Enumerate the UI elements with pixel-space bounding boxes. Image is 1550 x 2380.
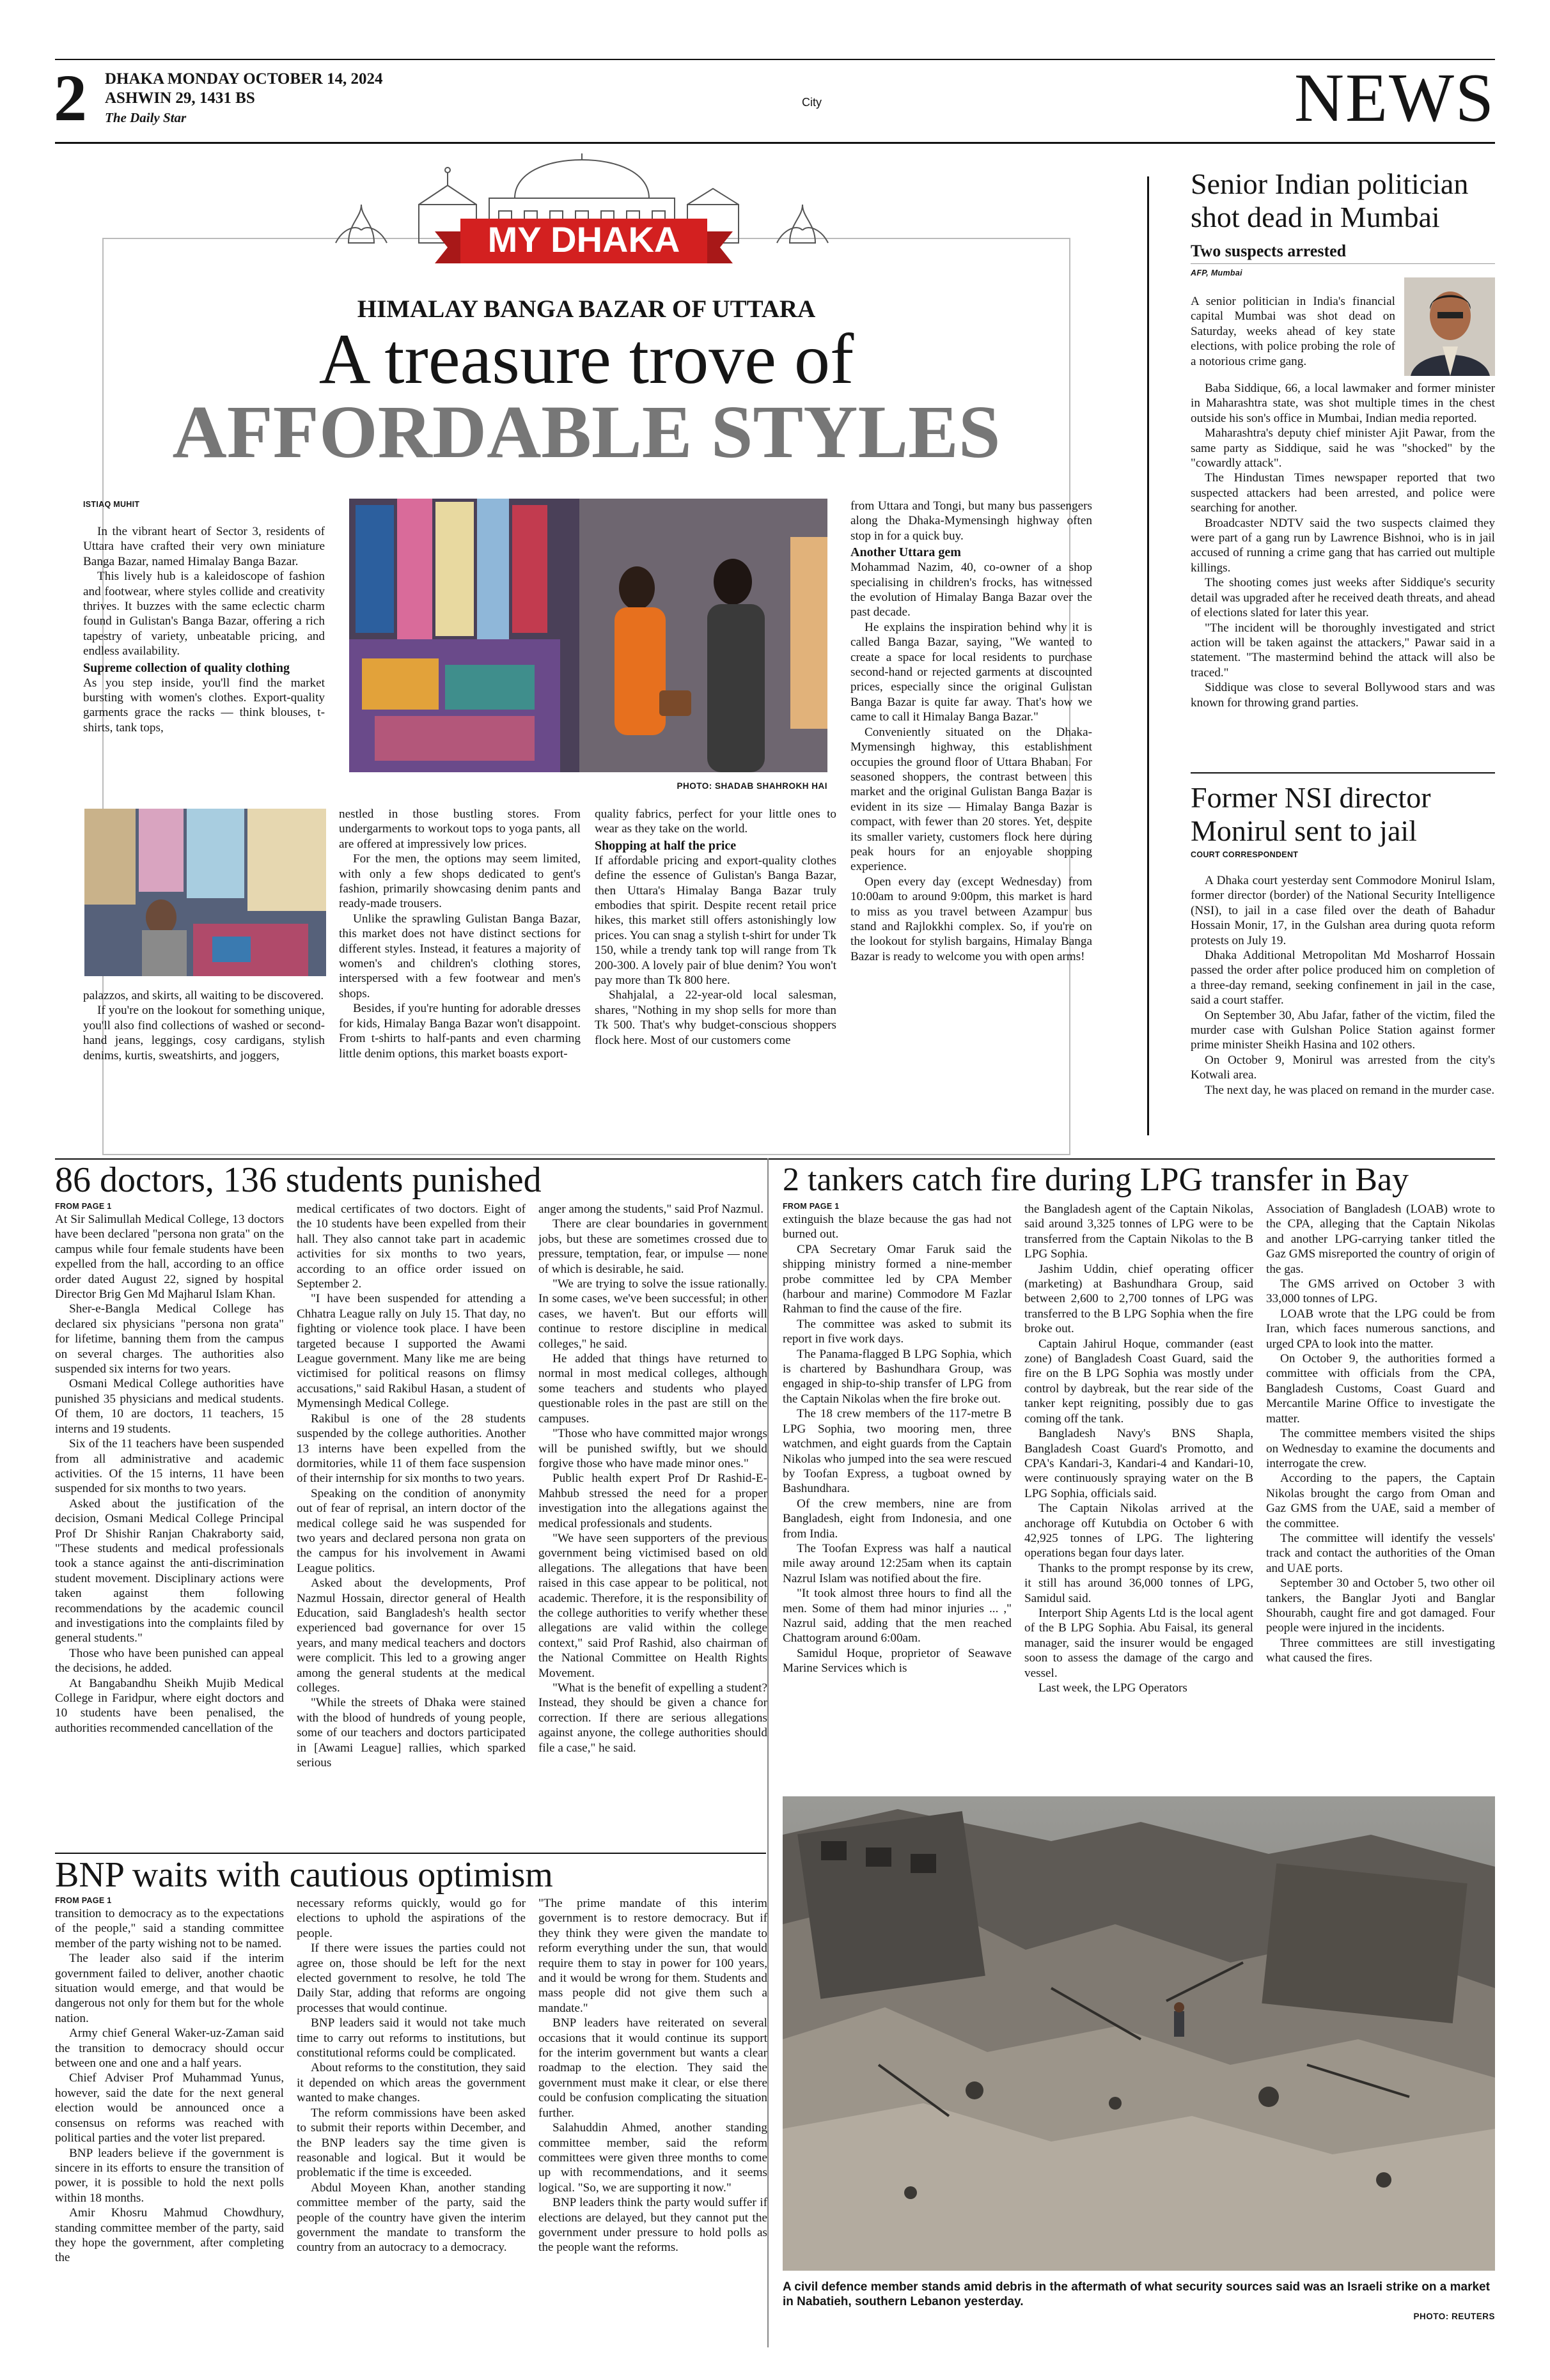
mumbai-deck: Two suspects arrested: [1191, 242, 1347, 260]
para: The Toofan Express was half a nautical mile away around 12:25am when its captain Nazrul Islam was notified about the fire.: [783, 1541, 1012, 1585]
feature-col-3: [595, 807, 836, 1146]
para: Rakibul is one of the 28 students suspended by the college authorities. Another 13 interns have been expelled from the dormitories, while 11 of them face suspension of their internship for six months to two years.: [297, 1412, 526, 1486]
para: Samidul Hoque, proprietor of Seawave Marine Services which is: [783, 1646, 1012, 1676]
subhead: Another Uttara gem: [850, 545, 961, 560]
mumbai-byline: AFP, Mumbai: [1191, 268, 1242, 277]
para: medical certificates of two doctors. Eight of the 10 students have been expelled from their hall. They also cannot take part in academic activities for six months to two years, according to an office order issued on September 2.: [297, 1202, 526, 1291]
para: The committee was asked to submit its report in five work days.: [783, 1317, 1012, 1346]
para: Amir Khosru Mahmud Chowdhury, standing committee member of the party, said they hope the government, after completing the: [55, 2206, 284, 2265]
nsi-byline: COURT CORRESPONDENT: [1191, 850, 1299, 859]
para: The leader also said if the interim government failed to deliver, another chaotic situation would emerge, and that would be dangerous not only for them but for the whole nation.: [55, 1952, 284, 2025]
para: The reform commissions have been asked to submit their reports within December, and the BNP leaders say the time given is reasonable and logical. But it would be problematic if the time is exceeded.: [297, 2106, 526, 2180]
mumbai-intro: [1191, 294, 1395, 378]
tankers-col-3: [1266, 1202, 1495, 1775]
feature-col-1b: [83, 988, 325, 1142]
subhead: Shopping at half the price: [595, 838, 737, 853]
para: A Dhaka court yesterday sent Commodore Monirul Islam, former director (border) of the National Security Intelligence (NSI), to jail in a case filed over the death of Bahadur Hossain Monir, 17, in the Gulshan area during quota reform protests on July 19.: [1191, 874, 1495, 947]
bnp-headline: BNP waits with cautious optimism: [55, 1855, 553, 1895]
para: September 30 and October 5, two other oil tankers, the Banglar Jyoti and Banglar Shourabh, caught fire and got damaged. Four people were injured in the incidents.: [1266, 1576, 1495, 1635]
para: Public health expert Prof Dr Rashid-E-Mahbub stressed the need for a proper investigation into the allegations against the medical professionals and students.: [538, 1472, 767, 1530]
para: If there were issues the parties could not agree on, those should be left for the next elected government to resolve, he told The Daily Star, adding that reforms are ongoing processes that would continue.: [297, 1941, 526, 2015]
para: "What is the benefit of expelling a student? Instead, they should be given a chance for correction. If there are serious allegations against anyone, the college authorities should file a case," he said.: [538, 1681, 767, 1755]
para: Those who have been punished can appeal the decisions, he added.: [55, 1646, 284, 1676]
bnp-col-3: [538, 1896, 767, 2347]
para: Asked about the justification of the decision, Osmani Medical College Principal Prof Dr Shishir Ranjan Chakraborty said, "These students and medical professionals took a stance against the anti-discrimination student movement. Disciplinary actions were taken against them following recommendations by the academic council and investigations into the complaints filed by general students.": [55, 1497, 284, 1645]
para: Asked about the developments, Prof Nazmul Hossain, director general of Health Education, said Bangladesh's health sector experienced bad governance for over 15 years, and many medical teachers and doctors were complicit. This led to a growing anger among the general students at the medical colleges.: [297, 1576, 526, 1695]
para: In the vibrant heart of Sector 3, residents of Uttara have crafted their very own miniature Banga Bazar, named Himalay Banga Bazar.: [83, 525, 325, 568]
para: This lively hub is a kaleidoscope of fashion and footwear, where styles collide and creativity thrives. It buzzes with the same eclectic charm found in Gulistan's Banga Bazar, offering a rich tapestry of variety, unbeatable pricing, and endless availability.: [83, 570, 325, 658]
tankers-headline: 2 tankers catch fire during LPG transfer in Bay: [783, 1162, 1409, 1198]
lebanon-photo: [783, 1796, 1495, 2271]
para: The Panama-flagged B LPG Sophia, which is chartered by Bashundhara Group, was engaged in ship-to-ship transfer of LPG from the Captain Nikolas when the fire broke out.: [783, 1347, 1012, 1406]
para: Open every day (except Wednesday) from 10:00am to around 9:00pm, this market is hard to miss as you travel between Azampur bus stand and Rajlokkhi complex. So, if you're on the lookout for stylish bargains, Himalay Banga Bazar is ready to welcome you with open arms!: [850, 875, 1092, 963]
para: LOAB wrote that the LPG could be from Iran, which faces numerous sanctions, and urged CPA to look into the matter.: [1266, 1307, 1495, 1351]
stall-photo: [84, 809, 326, 976]
para: He added that things have returned to normal in most medical colleges, although some teachers and students who played questionable roles in the past are still on the campuses.: [538, 1352, 767, 1426]
para: Besides, if you're hunting for adorable dresses for kids, Himalay Banga Bazar won't disappoint. From t-shirts to half-pants and even charming little denim options, this market boasts export-: [339, 1002, 581, 1061]
para: Sher-e-Bangla Medical College has declared six physicians "persona non grata" for lifetime, banning them from the campus on several charges. The authorities also suspended six interns for two years.: [55, 1302, 284, 1376]
para: About reforms to the constitution, they said it depended on which areas the government wanted to make changes.: [297, 2061, 526, 2105]
para: Speaking on the condition of anonymity out of fear of reprisal, an intern doctor of the medical college said he was suspended for two years and declared persona non grata on the campus for his involvement in Awami League politics.: [297, 1486, 526, 1575]
para: Of the crew members, nine are from Bangladesh, eight from Indonesia, and one from India.: [783, 1497, 1012, 1541]
para: CPA Secretary Omar Faruk said the shipping ministry formed a nine-member probe committee led by CPA Member (harbour and marine) Commodore M Fazlar Rahman to find the cause of the fire.: [783, 1242, 1012, 1316]
para: On October 9, the authorities formed a committee with officials from the CPA, Bangladesh Customs, Coast Guard and Mercantile Marine Office to investigate the matter.: [1266, 1352, 1495, 1426]
para: Captain Jahirul Hoque, commander (east zone) of Bangladesh Coast Guard, said the fire on the B LPG Sophia was mostly under control by daybreak, but the rear side of the tanker kept reigniting, possibly due to gas coming off the tank.: [1024, 1337, 1253, 1426]
lebanon-credit: PHOTO: REUTERS: [1413, 2312, 1495, 2321]
para: Bangladesh Navy's BNS Shapla, Bangladesh Coast Guard's Promotto, and CPA's Kandari-3, Kandari-4 and Kandari-10, were continuously spraying water on the B LPG Sophia, officials said.: [1024, 1427, 1253, 1500]
para: Osmani Medical College authorities have punished 35 physicians and medical students. Of them, 10 are doctors, 11 teachers, 15 interns and 19 students.: [55, 1377, 284, 1436]
feature-col-1: [83, 524, 325, 780]
para: extinguish the blaze because the gas had not burned out.: [783, 1213, 1012, 1241]
para: Conveniently situated on the Dhaka-Mymensingh highway, this establishment occupies the ground floor of Uttara Bhaban. For seasoned shoppers, the contrast between this market and the original Gulistan Banga Bazar is evident in its size — Himalay Banga Bazar is compact, with fewer than 20 stores. Yet, despite its smaller variety, customers flock here during peak hours for an enjoyable shopping experience.: [850, 725, 1092, 874]
doctors-col-1: [55, 1212, 284, 1851]
para: The GMS arrived on October 3 with 33,000 tonnes of LPG.: [1266, 1277, 1495, 1306]
date-line: DHAKA MONDAY OCTOBER 14, 2024: [105, 70, 383, 88]
para: "The prime mandate of this interim government is to restore democracy. But if they think they were given the mandate to reform everything under the sun, that would require them to stay in power for 100 years, and it would be wrong for them. Students and mass people did not give them such a mandate.": [538, 1897, 767, 2015]
para: Baba Siddique, 66, a local lawmaker and former minister in Maharashtra state, was shot multiple times in the chest outside his son's office in Mumbai, Indian media reported.: [1191, 382, 1495, 425]
nsi-headline: Former NSI director Monirul sent to jail: [1191, 781, 1431, 847]
para: "It took almost three hours to find all the men. Some of them had minor injuries ... ," Nazrul said, adding that the men reached Chattogram around 6:00am.: [783, 1587, 1012, 1645]
para: Association of Bangladesh (LOAB) wrote to the CPA, alleging that the Captain Nikolas and another LPG-carrying tanker titled the Gaz GMS misreported the country of origin of the gas.: [1266, 1202, 1495, 1276]
para: There are clear boundaries in government jobs, but these are sometimes crossed due to pressure, temptation, fear, or impulse — none of which is desirable, he said.: [538, 1217, 767, 1276]
para: The next day, he was placed on remand in the murder case.: [1205, 1083, 1495, 1097]
para: quality fabrics, perfect for your little ones to wear as they take on the world.: [595, 807, 836, 836]
para: "We are trying to solve the issue rationally. In some cases, we've been successful; in other cases, we haven't. But our efforts will continue to restore discipline in medical colleges," he said.: [538, 1277, 767, 1351]
bnp-col-1: [55, 1906, 284, 2347]
bnp-col-2: [297, 1896, 526, 2347]
para: anger among the students," said Prof Nazmul.: [538, 1202, 764, 1216]
feature-headline-2: AFFORDABLE STYLES: [172, 390, 1001, 474]
tankers-col-1: [783, 1212, 1012, 1775]
para: On October 9, Monirul was arrested from the city's Kotwali area.: [1191, 1053, 1495, 1082]
para: He explains the inspiration behind why it is called Banga Bazar, saying, "We wanted to create a space for local residents to purchase second-hand or rejected garments at discounted prices, especially since the original Gulistan Banga Bazar is quite far away. That's how we came to call it Himalay Banga Bazar.": [850, 620, 1092, 724]
para: Last week, the LPG Operators: [1038, 1681, 1187, 1695]
para: Broadcaster NDTV said the two suspects claimed they were part of a gang run by Lawrence Bishnoi, who is in jail accused of running a crime gang that has carried out multiple killings.: [1191, 516, 1495, 575]
market-photo: [349, 499, 827, 772]
feature-col-2: [339, 807, 581, 1146]
feature-byline: ISTIAQ MUHIT: [83, 500, 140, 509]
para: At Sir Salimullah Medical College, 13 doctors have been declared "persona non grata" on the campus while four female students have been expelled from the hall, according to an office order dated August 22, signed by hospital Director Brig Gen Md Majharul Islam Khan.: [55, 1213, 284, 1302]
para: According to the papers, the Captain Nikolas brought the cargo from Oman and Gaz GMS from the UAE, said a member of the committee.: [1266, 1472, 1495, 1530]
para: Maharashtra's deputy chief minister Ajit Pawar, from the same party as Siddique, said he was "shocked" by the "cowardly attack".: [1191, 426, 1495, 471]
lebanon-caption: A civil defence member stands amid debris in the aftermath of what security sources said was an Israeli strike on a market in Nabatieh, southern Lebanon yesterday.: [783, 2280, 1490, 2308]
para: "Those who have committed major wrongs will be punished swiftly, but we should forgive those who have made minor ones.": [538, 1427, 767, 1470]
para: The committee members visited the ships on Wednesday to examine the documents and interrogate the crew.: [1266, 1427, 1495, 1470]
tankers-col-2: [1024, 1202, 1253, 1775]
para: The committee will identify the vessels' track and contact the authorities of the Oman and UAE ports.: [1266, 1531, 1495, 1575]
para: Mohammad Nazim, 40, co-owner of a shop specialising in children's frocks, has witnessed the evolution of Himalay Banga Bazar over the past decade.: [850, 561, 1092, 619]
para: If affordable pricing and export-quality clothes define the essence of Gulistan's Banga Bazar, then Uttara's Himalay Banga Bazar truly embodies that spirit. Despite recent retail price hikes, this market still offers astonishingly low prices. You can snag a stylish t-shirt for under Tk 150, while a trendy tank top will range from Tk 200-300. A lovely pair of blue denim? You won't pay more than Tk 800 here.: [595, 853, 836, 988]
para: Unlike the sprawling Gulistan Banga Bazar, this market does not have distinct sections for different styles. Instead, it features a majority of women's and children's clothing stores, interspersed with a few footwear and men's shops.: [339, 912, 581, 1000]
doctors-headline: 86 doctors, 136 students punished: [55, 1160, 542, 1200]
section-title: NEWS: [1294, 60, 1495, 136]
para: nestled in those bustling stores. From undergarments to workout tops to yoga pants, all are offered at impressively low prices.: [339, 807, 581, 851]
para: Siddique was close to several Bollywood stars and was known for throwing grand parties.: [1191, 681, 1495, 710]
para: "I have been suspended for attending a Chhatra League rally on July 15. That day, no fighting or violence took place. I have been targeted because I supported the Awami League government. Many like me are being victimised for political reasons on flimsy accusations," said Rakibul Hasan, a student of Mymensingh Medical College.: [297, 1292, 526, 1411]
para: necessary reforms quickly, would go for elections to uphold the aspirations of the people.: [297, 1897, 526, 1940]
feature-col-4: [850, 499, 1092, 1170]
para: If you're on the lookout for something unique, you'll also find collections of washed or second-hand jeans, leggings, cosy cardigans, stylish denims, kurtis, sweatshirts, and joggers,: [83, 1004, 325, 1062]
mumbai-headline: Senior Indian politician shot dead in Mumbai: [1191, 167, 1469, 233]
para: palazzos, and skirts, all waiting to be discovered.: [83, 989, 324, 1002]
para: The 18 crew members of the 117-metre B LPG Sophia, two mooring men, three watchmen, and eight guards from the Captain Nikolas who jumped into the sea were rescued by Toofan Express, a tugboat owned by Bashundhara.: [783, 1407, 1012, 1496]
bangla-date: ASHWIN 29, 1431 BS: [105, 89, 255, 107]
section-label: City: [802, 96, 822, 109]
para: Army chief General Waker-uz-Zaman said the transition to democracy should occur between one and one and a half years.: [55, 2026, 284, 2071]
para: Thanks to the prompt response by its crew, it still has around 36,000 tonnes of LPG, Samidul said.: [1024, 1561, 1253, 1605]
para: BNP leaders have reiterated on several occasions that it would continue its support for the interim government but wants a clear roadmap to the election. They said the government must make it clear, or else there could be confusion complicating the situation further.: [538, 2016, 767, 2120]
para: BNP leaders believe if the government is sincere in its efforts to ensure the transition of power, it is possible to hold the next polls within 18 months.: [55, 2146, 284, 2205]
siddique-portrait: [1404, 277, 1495, 376]
doctors-col-3: [538, 1202, 767, 1851]
para: from Uttara and Tongi, but many bus passengers along the Dhaka-Mymensingh highway often stop in for a quick buy.: [850, 499, 1092, 543]
para: At Bangabandhu Sheikh Mujib Medical College in Faridpur, where eight doctors and 10 students have been penalised, the authorities recommended cancellation of the: [55, 1676, 284, 1735]
bnp-label: FROM PAGE 1: [55, 1896, 112, 1905]
para: Six of the 11 teachers have been suspended from all administrative and academic activities. Of the 15 interns, 11 have been suspended for six months to two years.: [55, 1437, 284, 1496]
para: Three committees are still investigating what caused the fires.: [1266, 1636, 1495, 1665]
para: Shahjalal, a 22-year-old local salesman, shares, "Nothing in my shop sells for more than Tk 500. That's why budget-conscious shoppers flock here. Most of our customers come: [595, 988, 836, 1047]
para: BNP leaders said it would not take much time to carry out reforms to institutions, but constitutional reforms could be complicated.: [297, 2016, 526, 2060]
feature-headline-1: A treasure trove of: [318, 320, 854, 399]
para: As you step inside, you'll find the market bursting with women's clothes. Export-quality garments grace the racks — think blouses, t-shirts, tank tops,: [83, 676, 325, 735]
para: Interport Ship Agents Ltd is the local agent of the B LPG Sophia. Abu Faisal, its general manager, said the insurer would be engaged soon to assess the damage of the cargo and vessel.: [1024, 1606, 1253, 1680]
para: Dhaka Additional Metropolitan Md Mosharrof Hossain passed the order after police produced him on completion of a three-day remand, seeking confinement in jail in the case, said a court staffer.: [1191, 949, 1495, 1007]
para: Salahuddin Ahmed, another standing committee member, said the reform committees were given three months to come up with recommendations, and it seems logical. "So, we are supporting it now.": [538, 2121, 767, 2195]
doctors-label: FROM PAGE 1: [55, 1202, 112, 1211]
page-number: 2: [54, 61, 87, 135]
para: Chief Adviser Prof Muhammad Yunus, however, said the date for the next general election would be announced once a consensus on reforms was reached with political parties and the voter list prepared.: [55, 2071, 284, 2145]
para: For the men, the options may seem limited, with only a few shops dedicated to gent's fashion, primarily showcasing denim pants and ready-made trousers.: [339, 852, 581, 911]
para: Abdul Moyeen Khan, another standing committee member of the party, said the people of the country have given the interim government the mandate to transform the country from an autocracy to a democracy.: [297, 2181, 526, 2255]
banner-title: MY DHAKA: [487, 219, 680, 260]
nsi-body: [1191, 873, 1495, 1135]
para: "We have seen supporters of the previous government being victimised based on old allegations. The allegations that have been raised in this case appear to be political, not academic. Therefore, it is the responsibility of the college authorities to verify whether these allegations are valid within the college context," said Prof Rashid, also chairman of the National Committee on Health Rights Movement.: [538, 1531, 767, 1680]
doctors-col-2: [297, 1202, 526, 1851]
tankers-label: FROM PAGE 1: [783, 1202, 840, 1211]
para: transition to democracy as to the expectations of the people," said a standing committee member of the party wishing not to be named.: [55, 1907, 284, 1950]
subhead: Supreme collection of quality clothing: [83, 660, 290, 675]
para: "The incident will be thoroughly investigated and strict action will be taken against the attackers," Pawar said in a statement. "The mastermind behind the attack will also be traced.": [1191, 621, 1495, 680]
mumbai-body: [1191, 381, 1495, 765]
para: On September 30, Abu Jafar, father of the victim, filed the murder case with Gulshan Police Station against former prime minister Sheikh Hasina and 102 others.: [1191, 1008, 1495, 1052]
para: The shooting comes just weeks after Siddique's security detail was upgraded after he received death threats, and ahead of elections slated for later this year.: [1191, 576, 1495, 620]
photo-credit: PHOTO: SHADAB SHAHROKH HAI: [677, 781, 827, 791]
para: the Bangladesh agent of the Captain Nikolas, said around 3,325 tonnes of LPG were to be transferred from the Captain Nikolas to the B LPG Sophia.: [1024, 1202, 1253, 1261]
para: BNP leaders think the party would suffer if elections are delayed, but they cannot put the government under pressure to hold polls as the people want the reforms.: [538, 2196, 767, 2255]
para: The Hindustan Times newspaper reported that two suspected attackers had been arrested, and police were searching for another.: [1191, 471, 1495, 515]
para: A senior politician in India's financial capital Mumbai was shot dead on Saturday, weeks ahead of key state elections, with police probing the role of a notorious crime gang.: [1191, 295, 1395, 368]
paper-logo: The Daily Star: [105, 110, 187, 125]
para: "While the streets of Dhaka were stained with the blood of hundreds of young people, some of our teachers and doctors participated in [Awami League] rallies, which sparked serious: [297, 1696, 526, 1770]
para: Jashim Uddin, chief operating officer (marketing) at Bashundhara Group, said between 2,600 to 2,700 tonnes of LPG was transferred to the B LPG Sophia when the fire broke out.: [1024, 1262, 1253, 1336]
para: The Captain Nikolas arrived at the anchorage off Kutubdia on October 6 with 42,925 tonnes of LPG. The lightering operations began four days later.: [1024, 1502, 1253, 1560]
feature-kicker: HIMALAY BANGA BAZAR OF UTTARA: [357, 295, 816, 323]
